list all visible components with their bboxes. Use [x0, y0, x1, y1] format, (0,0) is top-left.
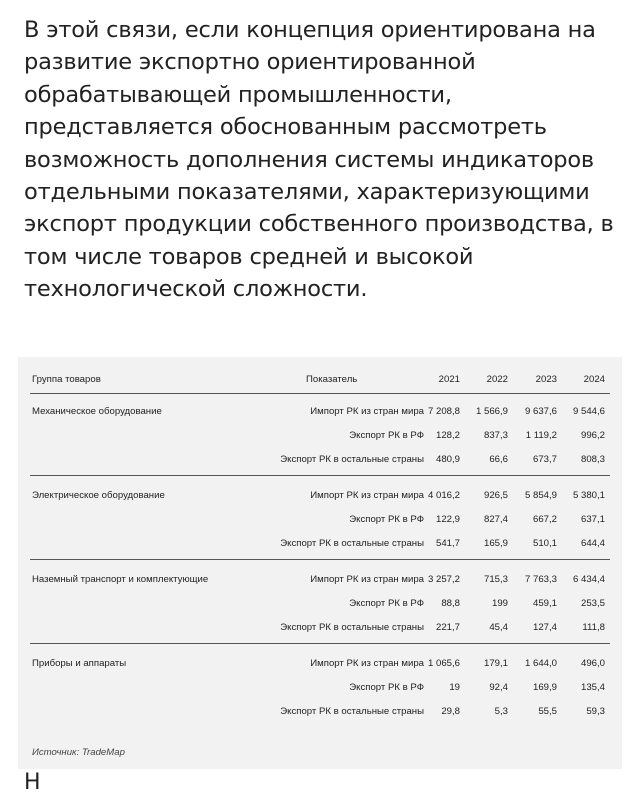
value-cell: 1 065,6 [427, 658, 460, 669]
value-cell: 459,1 [532, 598, 557, 609]
article-paragraph: В этой связи, если концепция ориентирована на развитие экспортно ориентированной обрабатывающей промышленности, представляется обоснованным рассмотреть возможность дополнения системы индикаторов отдельными показателями, характеризующими экспорт продукции собственного производства, в том числе товаров средней и высокой технологической сложности. [24, 17, 614, 303]
value-cell: 996,2 [580, 430, 605, 441]
value-cell: 9 637,6 [524, 406, 557, 417]
row-indicator: Экспорт РК в РФ [349, 598, 424, 609]
value-cell: 673,7 [532, 454, 557, 465]
value-cell: 29,8 [441, 706, 460, 717]
group-divider [30, 475, 610, 476]
value-cell: 3 257,2 [427, 574, 460, 585]
row-indicator: Экспорт РК в остальные страны [280, 454, 424, 465]
value-cell: 199 [491, 598, 508, 609]
value-cell: 480,9 [435, 454, 460, 465]
group-name: Приборы и аппараты [32, 658, 127, 669]
value-cell: 221,7 [435, 622, 460, 633]
row-indicator: Экспорт РК в остальные страны [280, 538, 424, 549]
value-cell: 9 544,6 [572, 406, 605, 417]
value-cell: 5 854,9 [524, 490, 557, 501]
value-cell: 165,9 [483, 538, 508, 549]
value-cell: 127,4 [532, 622, 557, 633]
group-name: Механическое оборудование [32, 406, 162, 417]
value-cell: 715,3 [483, 574, 508, 585]
value-cell: 1 644,0 [524, 658, 557, 669]
value-cell: 128,2 [435, 430, 460, 441]
value-cell: 6 434,4 [572, 574, 605, 585]
value-cell: 92,4 [489, 682, 508, 693]
value-cell: 926,5 [483, 490, 508, 501]
row-indicator: Экспорт РК в РФ [349, 430, 424, 441]
value-cell: 7 208,8 [427, 406, 460, 417]
value-cell: 135,4 [580, 682, 605, 693]
value-cell: 541,7 [435, 538, 460, 549]
table-source-note: Источник: TradeMap [32, 747, 125, 758]
header-year-2021: 2021 [438, 374, 460, 385]
header-indicator: Показатель [306, 374, 358, 385]
group-divider [30, 643, 610, 644]
value-cell: 667,2 [532, 514, 557, 525]
value-cell: 510,1 [532, 538, 557, 549]
value-cell: 827,4 [483, 514, 508, 525]
value-cell: 88,8 [441, 598, 460, 609]
value-cell: 5,3 [494, 706, 508, 717]
table-header-row [30, 357, 610, 394]
group-divider [30, 559, 610, 560]
row-indicator: Импорт РК из стран мира [310, 490, 424, 501]
value-cell: 837,3 [483, 430, 508, 441]
row-indicator: Импорт РК из стран мира [310, 658, 424, 669]
value-cell: 55,5 [538, 706, 557, 717]
value-cell: 122,9 [435, 514, 460, 525]
value-cell: 111,8 [582, 622, 605, 633]
value-cell: 637,1 [580, 514, 605, 525]
row-indicator: Импорт РК из стран мира [310, 406, 424, 417]
row-indicator: Экспорт РК в остальные страны [280, 706, 424, 717]
group-name: Электрическое оборудование [32, 490, 165, 501]
value-cell: 59,3 [586, 706, 605, 717]
row-indicator: Экспорт РК в РФ [349, 682, 424, 693]
group-name: Наземный транспорт и комплектующие [32, 574, 209, 585]
row-indicator: Экспорт РК в остальные страны [280, 622, 424, 633]
header-year-2024: 2024 [583, 374, 605, 385]
header-group: Группа товаров [32, 374, 101, 385]
value-cell: 4 016,2 [427, 490, 460, 501]
value-cell: 66,6 [489, 454, 508, 465]
data-table-image [18, 357, 622, 769]
value-cell: 644,4 [580, 538, 605, 549]
value-cell: 496,0 [580, 658, 605, 669]
value-cell: 808,3 [580, 454, 605, 465]
value-cell: 1 119,2 [525, 430, 557, 441]
cut-off-next-paragraph: Н [24, 770, 41, 795]
header-year-2023: 2023 [535, 374, 557, 385]
value-cell: 179,1 [483, 658, 508, 669]
value-cell: 7 763,3 [524, 574, 557, 585]
value-cell: 19 [449, 682, 460, 693]
value-cell: 169,9 [532, 682, 557, 693]
row-indicator: Импорт РК из стран мира [310, 574, 424, 585]
value-cell: 1 566,9 [475, 406, 508, 417]
value-cell: 5 380,1 [572, 490, 605, 501]
value-cell: 45,4 [489, 622, 508, 633]
row-indicator: Экспорт РК в РФ [349, 514, 424, 525]
value-cell: 253,5 [580, 598, 605, 609]
header-year-2022: 2022 [486, 374, 508, 385]
